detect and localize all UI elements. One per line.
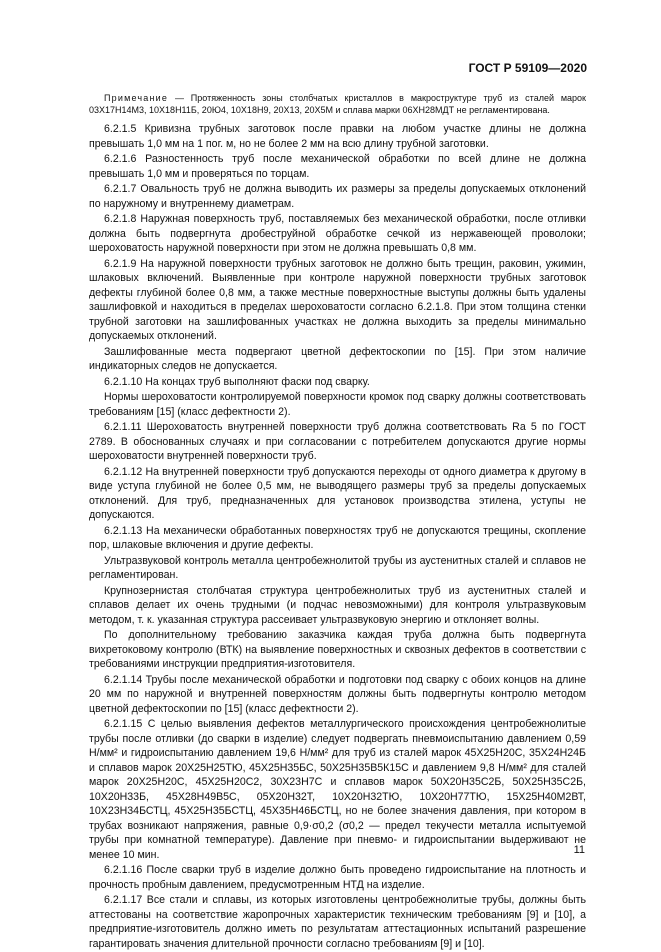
paragraph-6-2-1-5: 6.2.1.5 Кривизна трубных заготовок после правки на любом участке длины не должна превышать 1,0 мм на 1 пог. м, но не более 2 мм на всю длину трубной заготовки.	[89, 123, 586, 150]
paragraph-6-2-1-7: 6.2.1.7 Овальность труб не должна выводить их размеры за пределы допускаемых отклонений по наружному и внутреннему диаметрам.	[89, 183, 586, 210]
paragraph-6-2-1-9: 6.2.1.9 На наружной поверхности трубных заготовок не должно быть трещин, раковин, ужимин, шлаковых включений. Выявленные при контроле наружной поверхности трубных заготовок дефекты глубиной более 0,8 мм, а также местные поверхностные выступы должны быть удалены зашлифовкой и находиться в пределах шероховатости согласно 6.2.1.8. При этом толщина стенки трубной заготовки на зашлифованных участках не должна выходить за пределы минимально допускаемых отклонений.	[89, 257, 586, 342]
paragraph-6-2-1-13: 6.2.1.13 На механически обработанных поверхностях труб не допускаются трещины, скопление пор, шлаковые включения и другие дефекты.	[89, 524, 586, 551]
paragraph-6-2-1-14: 6.2.1.14 Трубы после механической обработки и подготовки под сварку с обоих концов на длине 20 мм по наружной и внутренней поверхностям должны быть подвергнуты контролю методом цветной дефектоскопии по [15] (класс дефектности 2).	[89, 673, 586, 715]
paragraph: Ультразвуковой контроль металла центробежнолитой трубы из аустенитных сталей и сплавов не регламентирован.	[89, 554, 586, 581]
paragraph-6-2-1-6: 6.2.1.6 Разностенность труб после механической обработки по всей длине не должна превышать 1,0 мм и проверяться по торцам.	[89, 153, 586, 180]
paragraph: По дополнительному требованию заказчика каждая труба должна быть подвергнута вихретоковому контролю (ВТК) на выявление поверхностных и сквозных дефектов в соответствии с требованиями инструкции предприятия-изготовителя.	[89, 629, 586, 670]
document-header: ГОСТ Р 59109—2020	[468, 61, 587, 75]
page-number: 11	[573, 844, 585, 856]
paragraph-6-2-1-12: 6.2.1.12 На внутренней поверхности труб допускаются переходы от одного диаметра к другому в виде уступа глубиной не более 0,5 мм, не выводящего размеры труб за пределы допускаемых отклонений. Для труб, предназначенных для установок производства этилена, уступы не допускаются.	[89, 465, 586, 521]
paragraph-6-2-1-10: 6.2.1.10 На концах труб выполняют фаски под сварку.	[104, 375, 370, 388]
note	[89, 92, 586, 116]
note-text: — Протяженность зоны столбчатых кристаллов в макроструктуре труб из сталей марок 03Х17Н14М3, 10Х18Н11Б, 20Ю4, 10Х18Н9, 20Х13, 20Х5М и сплава марки 06ХН28МДТ не регламентирована.	[89, 93, 586, 115]
paragraph-6-2-1-11: 6.2.1.11 Шероховатость внутренней поверхности труб должна соответствовать Ra 5 по ГОСТ 2789. В обоснованных случаях и при согласовании с потребителем допускаются другие нормы шероховатости внутренней поверхности труб.	[89, 421, 586, 462]
paragraph: Зашлифованные места подвергают цветной дефектоскопии по [15]. При этом наличие индикаторных следов не допускается.	[89, 345, 586, 372]
paragraph-6-2-1-17: 6.2.1.17 Все стали и сплавы, из которых изготовлены центробежнолитые трубы, должны быть аттестованы на соответствие жаропрочных характеристик техническим требованиям [9] и [10], а предприятие-изготовитель должно иметь по результатам аттестационных испытаний разрешение гарантировать значения длительной прочности согласно требованиям [9] и [10].	[89, 894, 586, 950]
page-body	[89, 92, 586, 952]
paragraph-6-2-1-15: 6.2.1.15 С целью выявления дефектов металлургического происхождения центробежнолитые трубы после отливки (до сварки в изделие) следует подвергать пневмоиспытанию давлением 0,59 Н/мм² и гидроиспытанию давлением 19,6 Н/мм² для труб из сталей марок 45Х25Н20С, 35Х24Н24Б и сплавов марок 20Х25Н25ТЮ, 45Х25Н35БС, 50Х25Н35В5К15С и давлением 9,8 Н/мм² для сталей марок 20Х25Н20С, 45Х25Н20С2, 30Х23Н7С и сплавов марок 50Х20Н35С2Б, 50Х25Н35С2Б, 10Х20Н33Б, 45Х28Н49В5С, 05Х20Н32Т, 10Х20Н32ТЮ, 10Х20Н77ТЮ, 15Х25Н40М2ВТ, 10Х23Н34БСТЦ, 45Х25Н35БСТЦ, 45Х35Н46БСТЦ, но не более значения давления, при котором в трубах возникают напряжения, равные 0,9·σ0,2 (σ0,2 — предел текучести металла испытуемой трубы при комнатной температуре). Давление при пневмо- и гидроиспытании выдерживают не менее 10 мин.	[89, 718, 586, 861]
paragraph: Нормы шероховатости контролируемой поверхности кромок под сварку должны соответствовать требованиям [15] (класс дефектности 2).	[89, 391, 586, 418]
paragraph-6-2-1-8: 6.2.1.8 Наружная поверхность труб, поставляемых без механической обработки, после отливки должна быть подвергнута дробеструйной обработке сечкой из нержавеющей проволоки; шероховатость наружной поверхности при этом не должна превышать 0,8 мм.	[89, 213, 586, 254]
note-label: Примечание	[104, 93, 169, 103]
paragraph-6-2-1-16: 6.2.1.16 После сварки труб в изделие должно быть проведено гидроиспытание на плотность и прочность пробным давлением, предусмотренным НТД на изделие.	[89, 864, 586, 891]
paragraph: Крупнозернистая столбчатая структура центробежнолитых труб из аустенитных сталей и сплавов делает их очень трудными (и подчас невозможными) для контроля ультразвуковым методом, т. к. указанная структура рассеивает ультразвуковую энергию и отклоняет волны.	[89, 584, 586, 626]
